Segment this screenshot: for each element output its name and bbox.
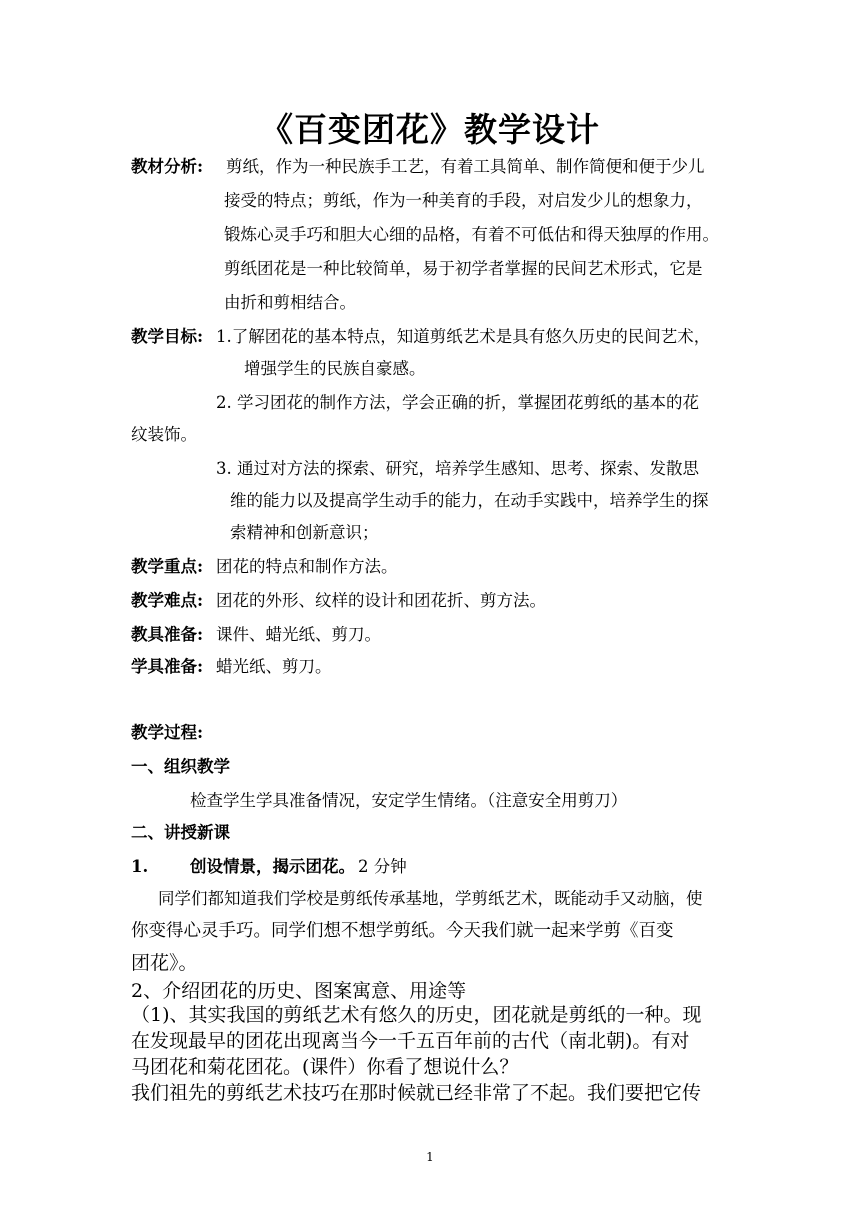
analysis-label: 教材分析: <box>131 157 204 176</box>
section2-heading: 二、讲授新课 <box>131 823 230 842</box>
goal-line: 1.了解团花的基本特点，知道剪纸艺术是具有悠久历史的民间艺术， <box>216 327 711 346</box>
student-prep-text: 蜡光纸、剪刀。 <box>216 657 332 676</box>
analysis-line: 接受的特点；剪纸，作为一种美育的手段，对启发少儿的想象力， <box>224 191 703 210</box>
step2-heading: 2、介绍团花的历史、图案寓意、用途等 <box>131 980 467 1002</box>
paragraph-line: （1)、其实我国的剪纸艺术有悠久的历史，团花就是剪纸的一种。现 <box>131 1004 702 1026</box>
student-prep-label: 学具准备: <box>131 657 204 676</box>
paragraph-line: 我们祖先的剪纸艺术技巧在那时候就已经非常了不起。我们要把它传 <box>131 1082 702 1104</box>
document-title: 《百变团花》教学设计 <box>260 110 600 149</box>
paragraph-line: 马团花和菊花团花。(课件）你看了想说什么？ <box>131 1056 519 1078</box>
goal-line: 索精神和创新意识； <box>230 523 379 542</box>
key-label: 教学重点: <box>131 557 204 576</box>
paragraph-line: 你变得心灵手巧。同学们想不想学剪纸。今天我们就一起来学剪《百变 <box>131 921 674 941</box>
teacher-prep-label: 教具准备: <box>131 625 204 644</box>
paragraph-line: 在发现最早的团花出现离当今一千五百年前的古代（南北朝)。有对 <box>131 1030 690 1052</box>
analysis-line: 由折和剪相结合。 <box>224 293 356 312</box>
paragraph-line: 同学们都知道我们学校是剪纸传承基地，学剪纸艺术，既能动手又动脑，使 <box>158 889 703 908</box>
section1-heading: 一、组织教学 <box>131 757 230 776</box>
process-heading: 教学过程: <box>131 723 204 742</box>
goal-line: 增强学生的民族自豪感。 <box>244 359 426 378</box>
page-number: 1 <box>426 1150 434 1164</box>
goal-line: 维的能力以及提高学生动手的能力，在动手实践中，培养学生的探 <box>230 491 709 510</box>
goal-line: 2. 学习团花的制作方法，学会正确的折，掌握团花剪纸的基本的花 <box>216 393 699 412</box>
teacher-prep-text: 课件、蜡光纸、剪刀。 <box>216 625 381 644</box>
goals-label: 教学目标: <box>131 327 204 346</box>
step1-time: 2 分钟 <box>358 857 407 876</box>
analysis-line: 剪纸，作为一种民族手工艺，有着工具简单、制作简便和便于少儿 <box>226 157 705 176</box>
difficulty-label: 教学难点: <box>131 591 204 610</box>
goal-line: 纹装饰。 <box>131 425 197 444</box>
step1-title: 创设情景，揭示团花。 <box>190 857 355 876</box>
key-text: 团花的特点和制作方法。 <box>216 557 398 576</box>
analysis-line: 锻炼心灵手巧和胆大心细的品格，有着不可低估和得天独厚的作用。 <box>224 225 719 244</box>
difficulty-text: 团花的外形、纹样的设计和团花折、剪方法。 <box>216 591 546 610</box>
section1-text: 检查学生学具准备情况，安定学生情绪。（注意安全用剪刀） <box>190 791 628 810</box>
goal-line: 3. 通过对方法的探索、研究，培养学生感知、思考、探索、发散思 <box>216 459 699 478</box>
paragraph-line: 团花》。 <box>131 952 198 974</box>
step1-number: 1. <box>131 857 149 876</box>
analysis-line: 剪纸团花是一种比较简单，易于初学者掌握的民间艺术形式，它是 <box>224 259 703 278</box>
